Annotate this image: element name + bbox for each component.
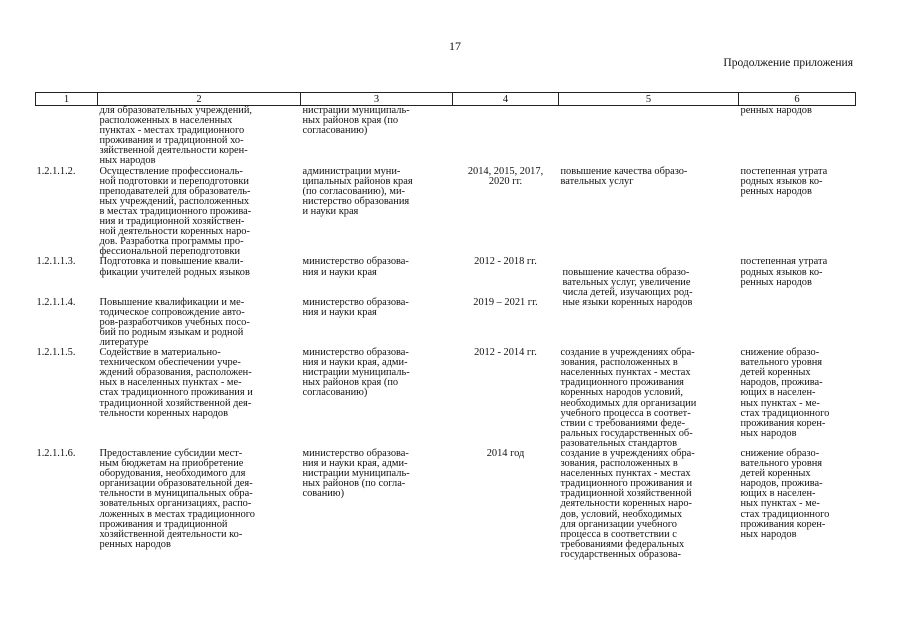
cell-activity: Предоставление субсидии мест- ным бюджетам на приобретение оборудования, необходимого для организации образовательной дея- тельности в муниципальных обра- зовательных организациях, распо- ложенных в местах традиционного проживания и традиционной хозяйственной деятельности ко- ренных народов (99, 448, 255, 550)
cell-result (559, 257, 739, 308)
cell-consequence (739, 298, 856, 348)
cell-years: 2012 - 2018 гг. (474, 256, 537, 268)
page-number: 17 (449, 39, 461, 53)
table-row (36, 257, 856, 297)
cell-number: 1.2.1.1.2. (36, 165, 76, 177)
header-row (36, 93, 856, 106)
column-header-4: 4 (453, 93, 559, 106)
cell-executor: министерство образова- ния и науки края (302, 296, 409, 318)
cell-number (36, 106, 98, 167)
cell-consequence: снижение образо- вательного уровня детей коренных народов, прожива- ющих в населен- ных пунктах - ме- стах традиционного проживания корен- ных народов (740, 448, 830, 540)
column-header-3: 3 (301, 93, 453, 106)
column-header-6: 6 (739, 93, 856, 106)
cell-activity: Осуществление профессиональ- ной подготовки и переподготовки преподавателей для образователь- ных учреждений, расположенных в местах традиционного прожива- ния и традиционной хозяйствен- ной деятельности коренных наро- дов. Разработка программы про- фессиональной переподготовки (99, 165, 252, 258)
cell-consequence: ренных народов (740, 105, 812, 116)
cell-number: 1.2.1.1.4. (36, 296, 76, 308)
cell-executor: администрации муни- ципальных районов края (по согласованию), ми- нистерство образования и науки края (302, 165, 413, 217)
column-header-2: 2 (98, 93, 301, 106)
cell-number: 1.2.1.1.3. (36, 256, 76, 268)
cell-result: создание в учреждениях обра- зования, расположенных в населенных пунктах - местах традиционного проживания и традиционной хозяйственной деятельности коренных наро- дов, условий, необходимых для организации учебного процесса в соответствии с требованиями федеральных государственных образова- (560, 448, 695, 560)
cell-years (453, 106, 559, 167)
cell-result-spill-box (561, 266, 736, 308)
cell-consequence: постепенная утрата родных языков ко- ренных народов (740, 256, 828, 288)
table-row-continued (36, 106, 856, 167)
cell-consequence: постепенная утрата родных языков ко- ренных народов (740, 165, 828, 197)
cell-years: 2014, 2015, 2017, 2020 гг. (467, 165, 544, 187)
cell-result: создание в учреждениях обра- зования, расположенных в населенных пунктах - местах традиционного проживания коренных народов условий, необходимых для организации учебного процесса в соответ- ствии с требованиями феде- ральных государственных об- разовательных стандартов (560, 347, 697, 449)
cell-executor: нистрации муниципаль- ных районов края (по согласованию) (302, 105, 410, 137)
cell-result (559, 106, 739, 167)
cell-executor: министерство образова- ния и науки края, адми- нистрации муниципаль- ных районов (по согла- сованию) (302, 448, 410, 500)
cell-number: 1.2.1.1.6. (36, 448, 76, 459)
cell-activity: Подготовка и повышение квали- фикации учителей родных языков (99, 256, 250, 278)
cell-executor: министерство образова- ния и науки края (302, 256, 409, 278)
cell-activity: Повышение квалификации и ме- тодическое сопровождение авто- ров-разработчиков учебных посо- бий по родным языкам и родной литературе (99, 296, 250, 348)
column-header-5: 5 (559, 93, 739, 106)
cell-number: 1.2.1.1.5. (36, 347, 76, 359)
cell-result: повышение качества образо- вательных услуг (560, 165, 688, 187)
cell-activity: Содействие в материально- техническом обеспечении учре- ждений образования, расположен- ных в населенных пунктах - ме- стах традиционного проживания и традиционной хозяйственной дея- тельности коренных народов (99, 347, 253, 419)
cell-consequence: снижение образо- вательного уровня детей коренных народов, прожива- ющих в населен- ных пунктах - ме- стах традиционного проживания корен- ных народов (740, 347, 830, 439)
table-row (36, 449, 856, 560)
cell-result-text: повышение качества образо- вательных услуг, увеличение числа детей, изучающих род- ные языки коренных народов (562, 266, 693, 308)
cell-years: 2019 – 2021 гг. (473, 296, 538, 308)
cell-activity: для образовательных учреждений, расположенных в населенных пунктах - местах традиционного проживания и традиционной хо- зяйственной деятельности корен- ных народов (99, 105, 252, 167)
cell-years: 2012 - 2014 гг. (474, 347, 537, 359)
table-row (36, 348, 856, 449)
column-header-1: 1 (36, 93, 98, 106)
table-row (36, 167, 856, 258)
continuation-caption: Продолжение приложения (723, 57, 853, 69)
program-table (35, 92, 856, 560)
cell-executor: министерство образова- ния и науки края, адми- нистрации муниципаль- ных районов края (по согласованию) (302, 347, 410, 399)
cell-years: 2014 год (486, 448, 525, 459)
